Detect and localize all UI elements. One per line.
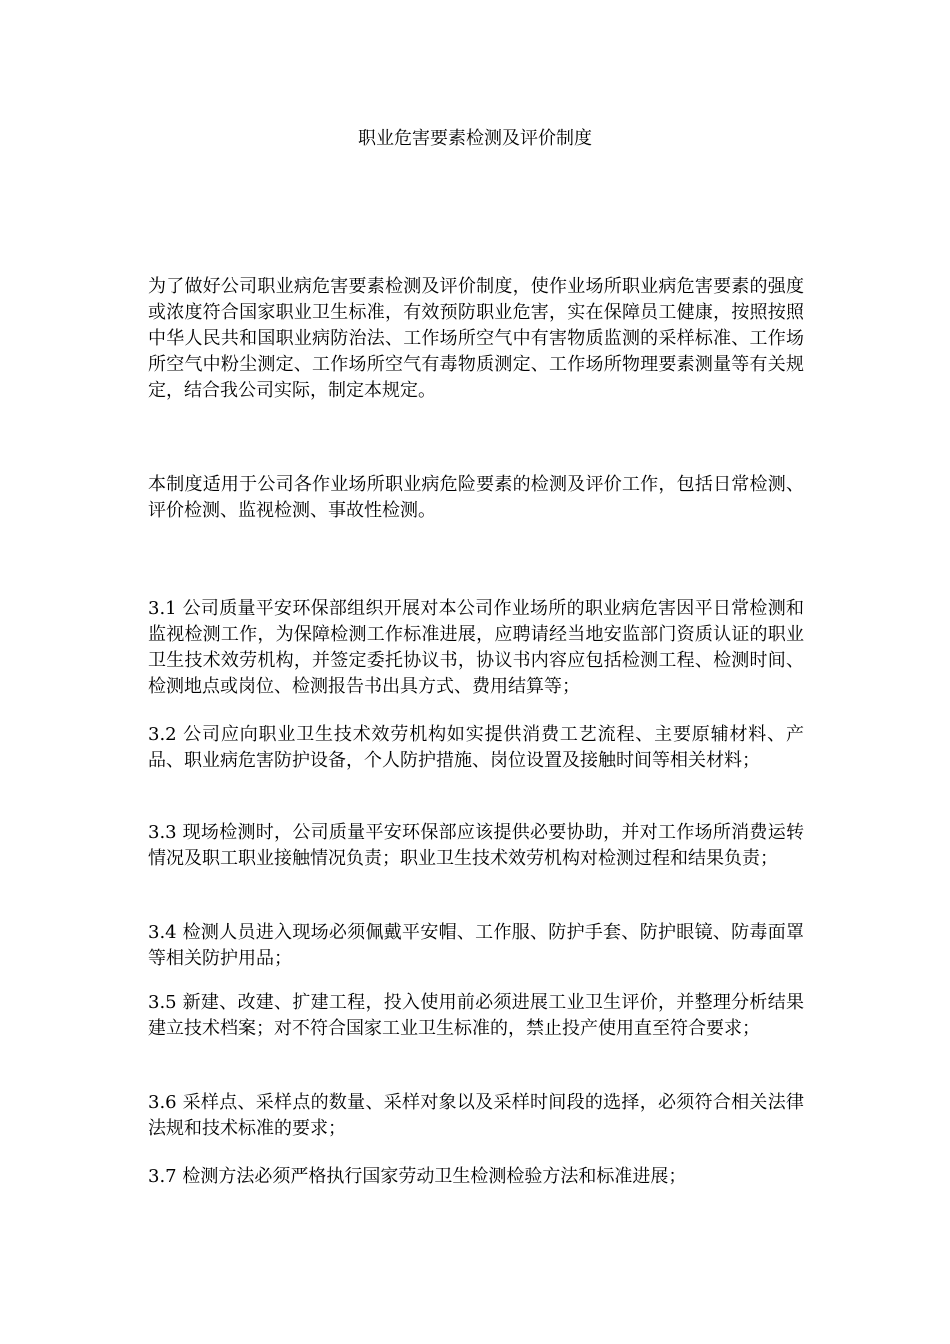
intro-paragraph: 为了做好公司职业病危害要素检测及评价制度，使作业场所职业病危害要素的强度或浓度符合国家职业卫生标准，有效预防职业危害，实在保障员工健康，按照按照中华人民共和国职业病防治法、工作场所空气中有害物质监测的采样标准、工作场所空气中粉尘测定、工作场所空气有毒物质测定、工作场所物理要素测量等有关规定，结合我公司实际，制定本规定。 [148,276,804,401]
clause-3-7: 3.7 检测方法必须严格执行国家劳动卫生检测检验方法和标准进展； [148,1166,687,1187]
clause-3-5: 3.5 新建、改建、扩建工程，投入使用前必须进展工业卫生评价，并整理分析结果建立技术档案；对不符合国家工业卫生标准的，禁止投产使用直至符合要求； [148,992,804,1039]
clause-3-3: 3.3 现场检测时，公司质量平安环保部应该提供必要协助，并对工作场所消费运转情况及职工职业接触情况负责；职业卫生技术效劳机构对检测过程和结果负责； [148,822,804,869]
clause-3-1: 3.1 公司质量平安环保部组织开展对本公司作业场所的职业病危害因平日常检测和监视检测工作，为保障检测工作标准进展，应聘请经当地安监部门资质认证的职业卫生技术效劳机构，并签定委托协议书，协议书内容应包括检测工程、检测时间、检测地点或岗位、检测报告书出具方式、费用结算等； [148,598,804,697]
clause-3-6: 3.6 采样点、采样点的数量、采样对象以及采样时间段的选择，必须符合相关法律法规和技术标准的要求； [148,1092,804,1139]
scope-paragraph: 本制度适用于公司各作业场所职业病危险要素的检测及评价工作，包括日常检测、评价检测、监视检测、事故性检测。 [148,474,804,521]
clause-3-4: 3.4 检测人员进入现场必须佩戴平安帽、工作服、防护手套、防护眼镜、防毒面罩等相关防护用品； [148,922,804,969]
clause-3-2: 3.2 公司应向职业卫生技术效劳机构如实提供消费工艺流程、主要原辅材料、产品、职业病危害防护设备，个人防护措施、岗位设置及接触时间等相关材料； [148,724,804,771]
document-title: 职业危害要素检测及评价制度 [358,128,592,149]
